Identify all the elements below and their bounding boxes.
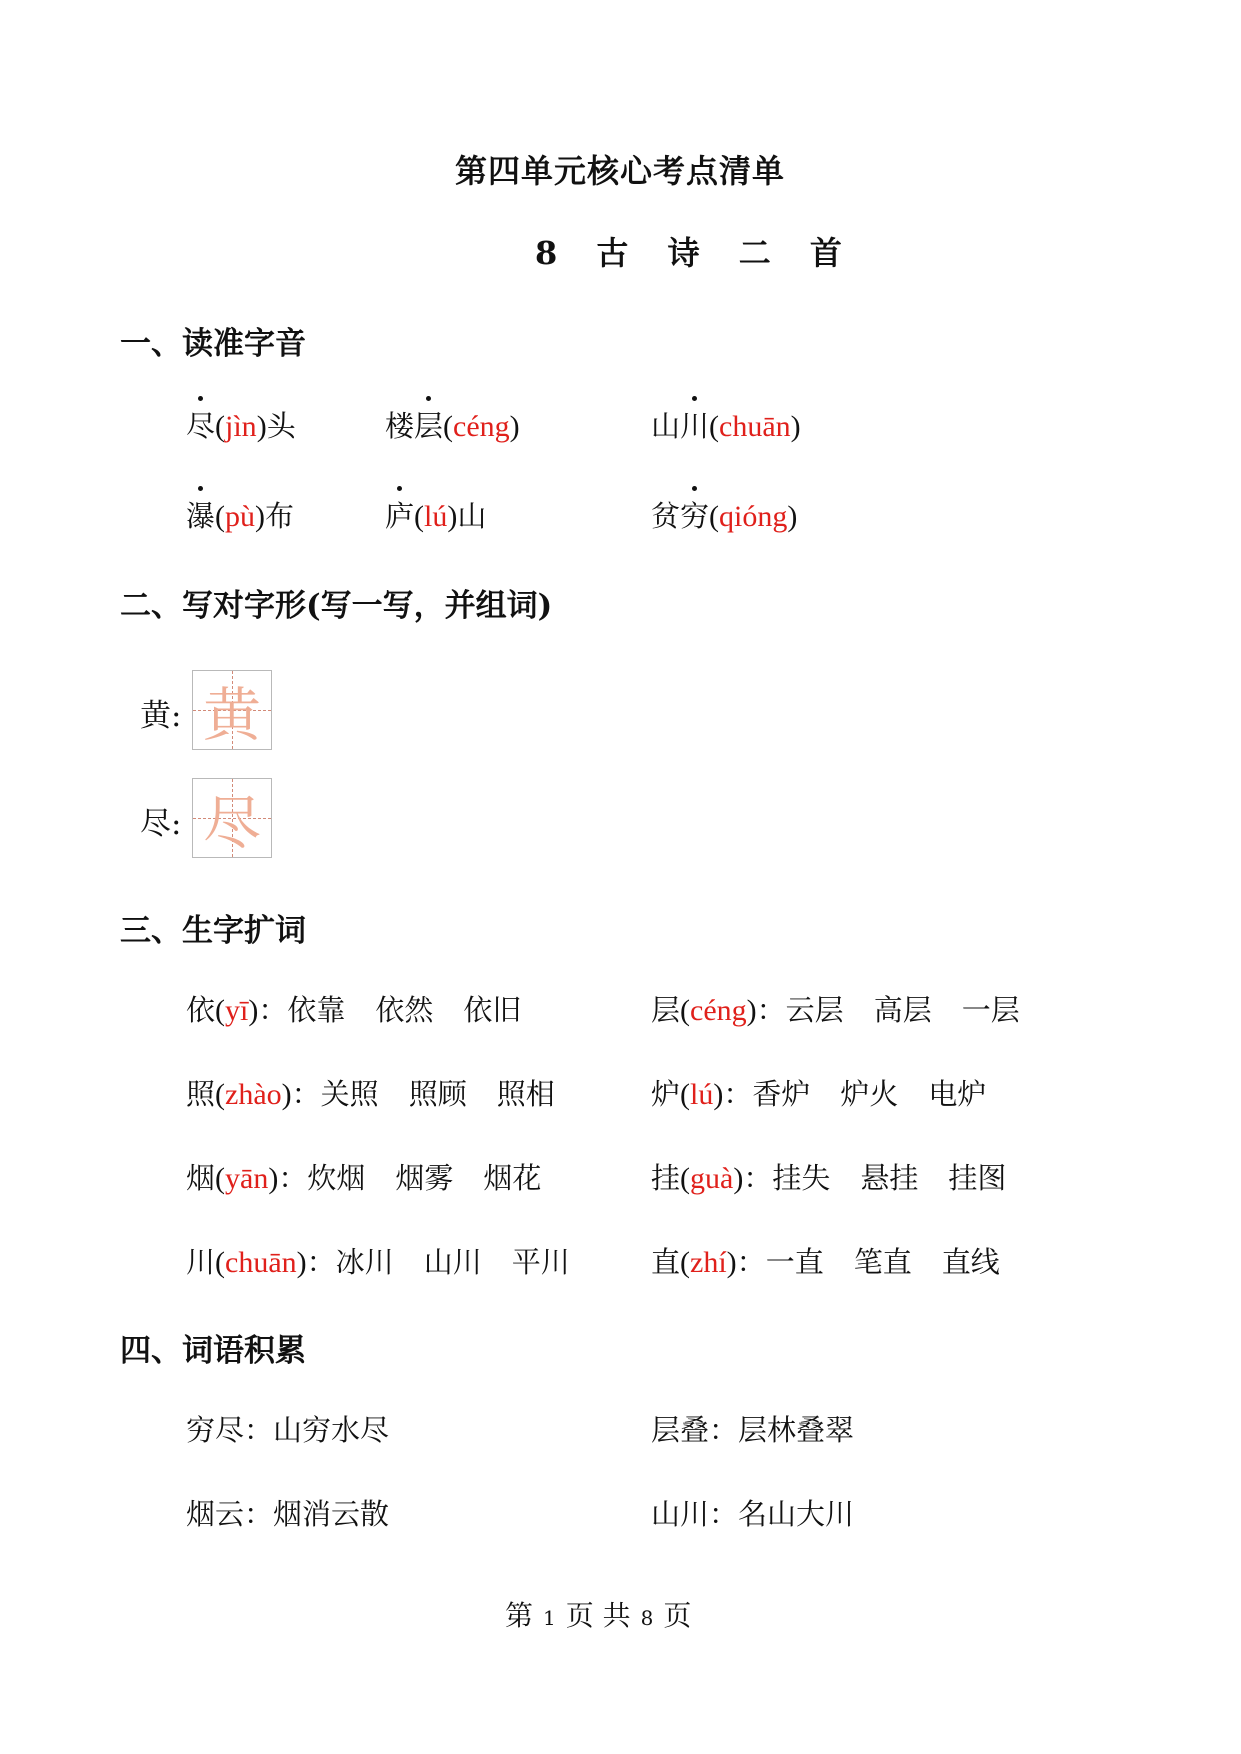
lesson-title: [535, 228, 870, 274]
pronunciation-item: 楼层(céng): [385, 406, 520, 447]
dotted-char: 川: [680, 406, 709, 446]
trace-char: 黄: [202, 681, 261, 749]
pronunciation-item: 庐(lú)山: [385, 496, 486, 537]
accumulation-item: 穷尽：山穷水尽: [186, 1413, 390, 1447]
pinyin: pù: [225, 500, 256, 533]
writing-label: 尽:: [140, 806, 182, 842]
page-number: 1: [543, 1606, 556, 1630]
writing-grid[interactable]: [192, 778, 272, 858]
lesson-char: 二: [738, 234, 771, 272]
accumulation-item: 山川：名山大川: [651, 1497, 855, 1531]
dotted-char: 穷: [680, 496, 709, 536]
expansion-item: 炉(lú)：香炉 炉火 电炉: [651, 1077, 987, 1111]
lesson-char: 诗: [667, 234, 700, 272]
writing-label: 黄:: [140, 698, 182, 734]
expansion-item: 层(céng)：云层 高层 一层: [651, 993, 1020, 1027]
dotted-char: 庐: [385, 496, 414, 536]
section-heading-expansion: 三、生字扩词: [120, 913, 306, 949]
page-footer: 第 1 页 共 8 页: [505, 1599, 692, 1632]
page-total: 8: [640, 1606, 654, 1630]
pronunciation-item: 尽(jìn)头: [186, 406, 296, 447]
dotted-char: 尽: [186, 406, 215, 446]
expansion-item: 直(zhí)：一直 笔直 直线: [651, 1245, 1000, 1279]
expansion-item: 挂(guà)：挂失 悬挂 挂图: [651, 1161, 1007, 1195]
page-title: 第四单元核心考点清单: [455, 152, 786, 190]
lesson-char: 古: [596, 234, 629, 272]
section-heading-pronunciation: 一、读准字音: [120, 326, 306, 362]
expansion-item: 依(yī)：依靠 依然 依旧: [186, 993, 522, 1027]
writing-grid[interactable]: [192, 670, 272, 750]
pronunciation-item: 山川(chuān): [651, 406, 801, 447]
dotted-char: 层: [414, 406, 443, 446]
pinyin: qióng: [719, 500, 788, 533]
pinyin: chuān: [719, 410, 791, 443]
accumulation-item: 烟云：烟消云散: [186, 1497, 390, 1531]
pronunciation-item: 瀑(pù)布: [186, 496, 294, 537]
expansion-item: 烟(yān)：炊烟 烟雾 烟花: [186, 1161, 542, 1195]
section-heading-writing: 二、写对字形(写一写，并组词): [120, 588, 553, 624]
pronunciation-item: 贫穷(qióng): [651, 496, 797, 537]
dotted-char: 瀑: [186, 496, 215, 536]
accumulation-item: 层叠：层林叠翠: [651, 1413, 855, 1447]
lesson-char: 首: [809, 234, 842, 272]
pinyin: jìn: [225, 410, 257, 443]
section-heading-accumulation: 四、词语积累: [120, 1333, 306, 1369]
expansion-item: 照(zhào)：关照 照顾 照相: [186, 1077, 555, 1111]
lesson-number: 8: [535, 234, 558, 272]
pinyin: lú: [424, 500, 448, 533]
expansion-item: 川(chuān)：冰川 山川 平川: [186, 1245, 570, 1279]
trace-char: 尽: [202, 789, 261, 857]
pinyin: céng: [453, 410, 510, 443]
